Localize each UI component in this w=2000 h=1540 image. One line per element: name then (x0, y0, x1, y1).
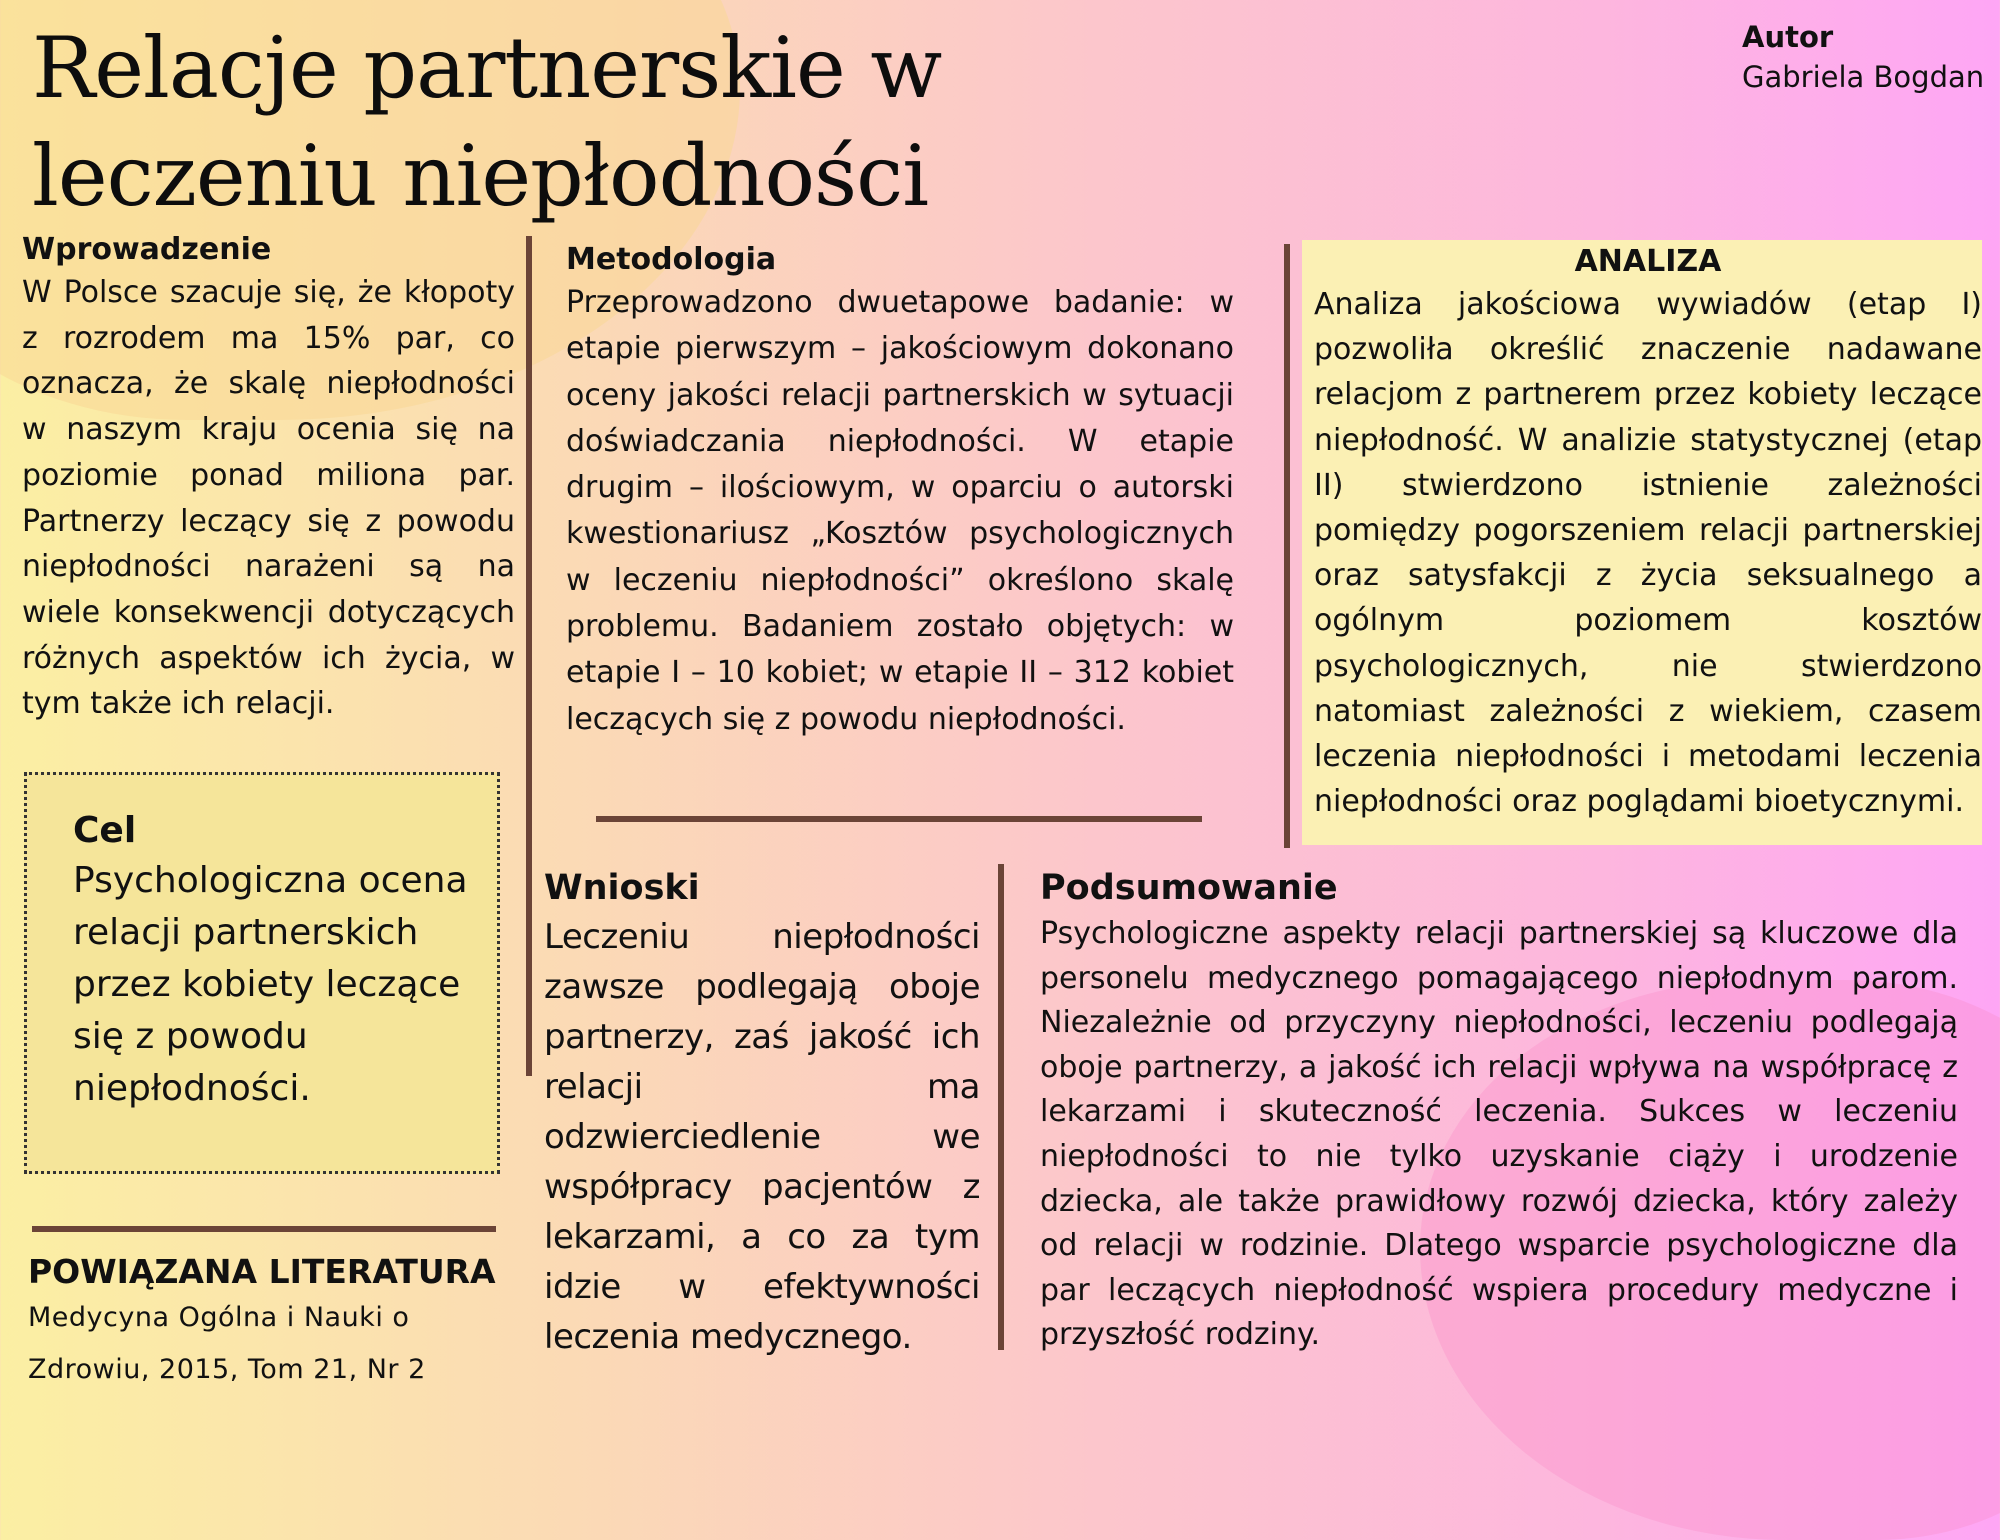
page-title: Relacje partnerskie w leczeniu niepłodności (32, 19, 942, 225)
conclusions-section (544, 864, 980, 1362)
intro-section (22, 230, 515, 727)
analysis-divider (1284, 244, 1290, 848)
author-name: Gabriela Bogdan (1742, 60, 1985, 94)
summary-text: Psychologiczne aspekty relacji partnerskiej są kluczowe dla personelu medycznego pomagającego niepłodnym parom. Niezależnie od przyczyny niepłodności, leczeniu podlegają oboje partnerzy, a jakość ich relacji wpływa na współpracę z lekarzami i skuteczność leczenia. Sukces w leczeniu niepłodności to nie tylko uzyskanie ciąży i urodzenie dziecka, ale także prawidłowy rozwój dziecka, który zależy od relacji w rodzinie. Dlatego wsparcie psychologiczne dla par leczących niepłodność wspiera procedury medyczne i przyszłość rodziny. (1040, 916, 1958, 1353)
goal-heading: Cel (73, 810, 137, 851)
analysis-heading: ANALIZA (1574, 244, 1722, 279)
goal-box (24, 772, 500, 1174)
methodology-section (566, 240, 1234, 743)
summary-section (1040, 864, 1958, 1358)
summary-heading: Podsumowanie (1040, 868, 1338, 908)
analysis-text: Analiza jakościowa wywiadów (etap I) pozwoliła określić znaczenie nadawane relacjom z partnerem przez kobiety leczące niepłodność. W analizie statystycznej (etap II) stwierdzono istnienie zależności pomiędzy pogorszeniem relacji partnerskiej oraz satysfakcji z życia seksualnego a ogólnym poziomem kosztów psychologicznych, nie stwierdzono natomiast zależności z wiekiem, czasem leczenia niepłodności i metodami leczenia niepłodności oraz poglądami bioetycznymi. (1314, 287, 1982, 820)
goal-text: Psychologiczna ocena relacji partnerskich przez kobiety leczące się z powodu niepłodności. (73, 860, 468, 1109)
literature-text: Medycyna Ogólna i Nauki o Zdrowiu, 2015, Tom 21, Nr 2 (28, 1302, 426, 1385)
methodology-heading: Metodologia (566, 242, 777, 277)
conclusions-heading: Wnioski (544, 868, 700, 908)
literature-section (28, 1252, 528, 1396)
literature-divider (32, 1226, 496, 1232)
methodology-text: Przeprowadzono dwuetapowe badanie: w etapie pierwszym – jakościowym dokonano oceny jakości relacji partnerskich w sytuacji doświadczania niepłodności. W etapie drugim – ilościowym, w oparciu o autorski kwestionariusz „Kosztów psychologicznych w leczeniu niepłodności” określono skalę problemu. Badaniem zostało objętych: w etapie I – 10 kobiet; w etapie II – 312 kobiet leczących się z powodu niepłodności. (566, 285, 1234, 737)
conclusions-text: Leczeniu niepłodności zawsze podlegają oboje partnerzy, zaś jakość ich relacji ma odzwierciedlenie we współpracy pacjentów z lekarzami, a co za tym idzie w efektywności leczenia medycznego. (544, 917, 980, 1357)
methodology-divider (596, 816, 1202, 822)
analysis-box (1302, 240, 1982, 845)
intro-heading: Wprowadzenie (22, 232, 272, 267)
literature-heading: POWIĄZANA LITERATURA (28, 1252, 496, 1291)
left-column-divider (526, 236, 532, 1076)
author-label: Autor (1742, 20, 1834, 54)
summary-divider (998, 864, 1004, 1350)
author-block (1742, 18, 1984, 98)
intro-text: W Polsce szacuje się, że kłopoty z rozrodem ma 15% par, co oznacza, że skalę niepłodności w naszym kraju ocenia się na poziomie ponad miliona par. Partnerzy leczący się z powodu niepłodności narażeni są na wiele konsekwencji dotyczących różnych aspektów ich życia, w tym także ich relacji. (22, 275, 515, 722)
